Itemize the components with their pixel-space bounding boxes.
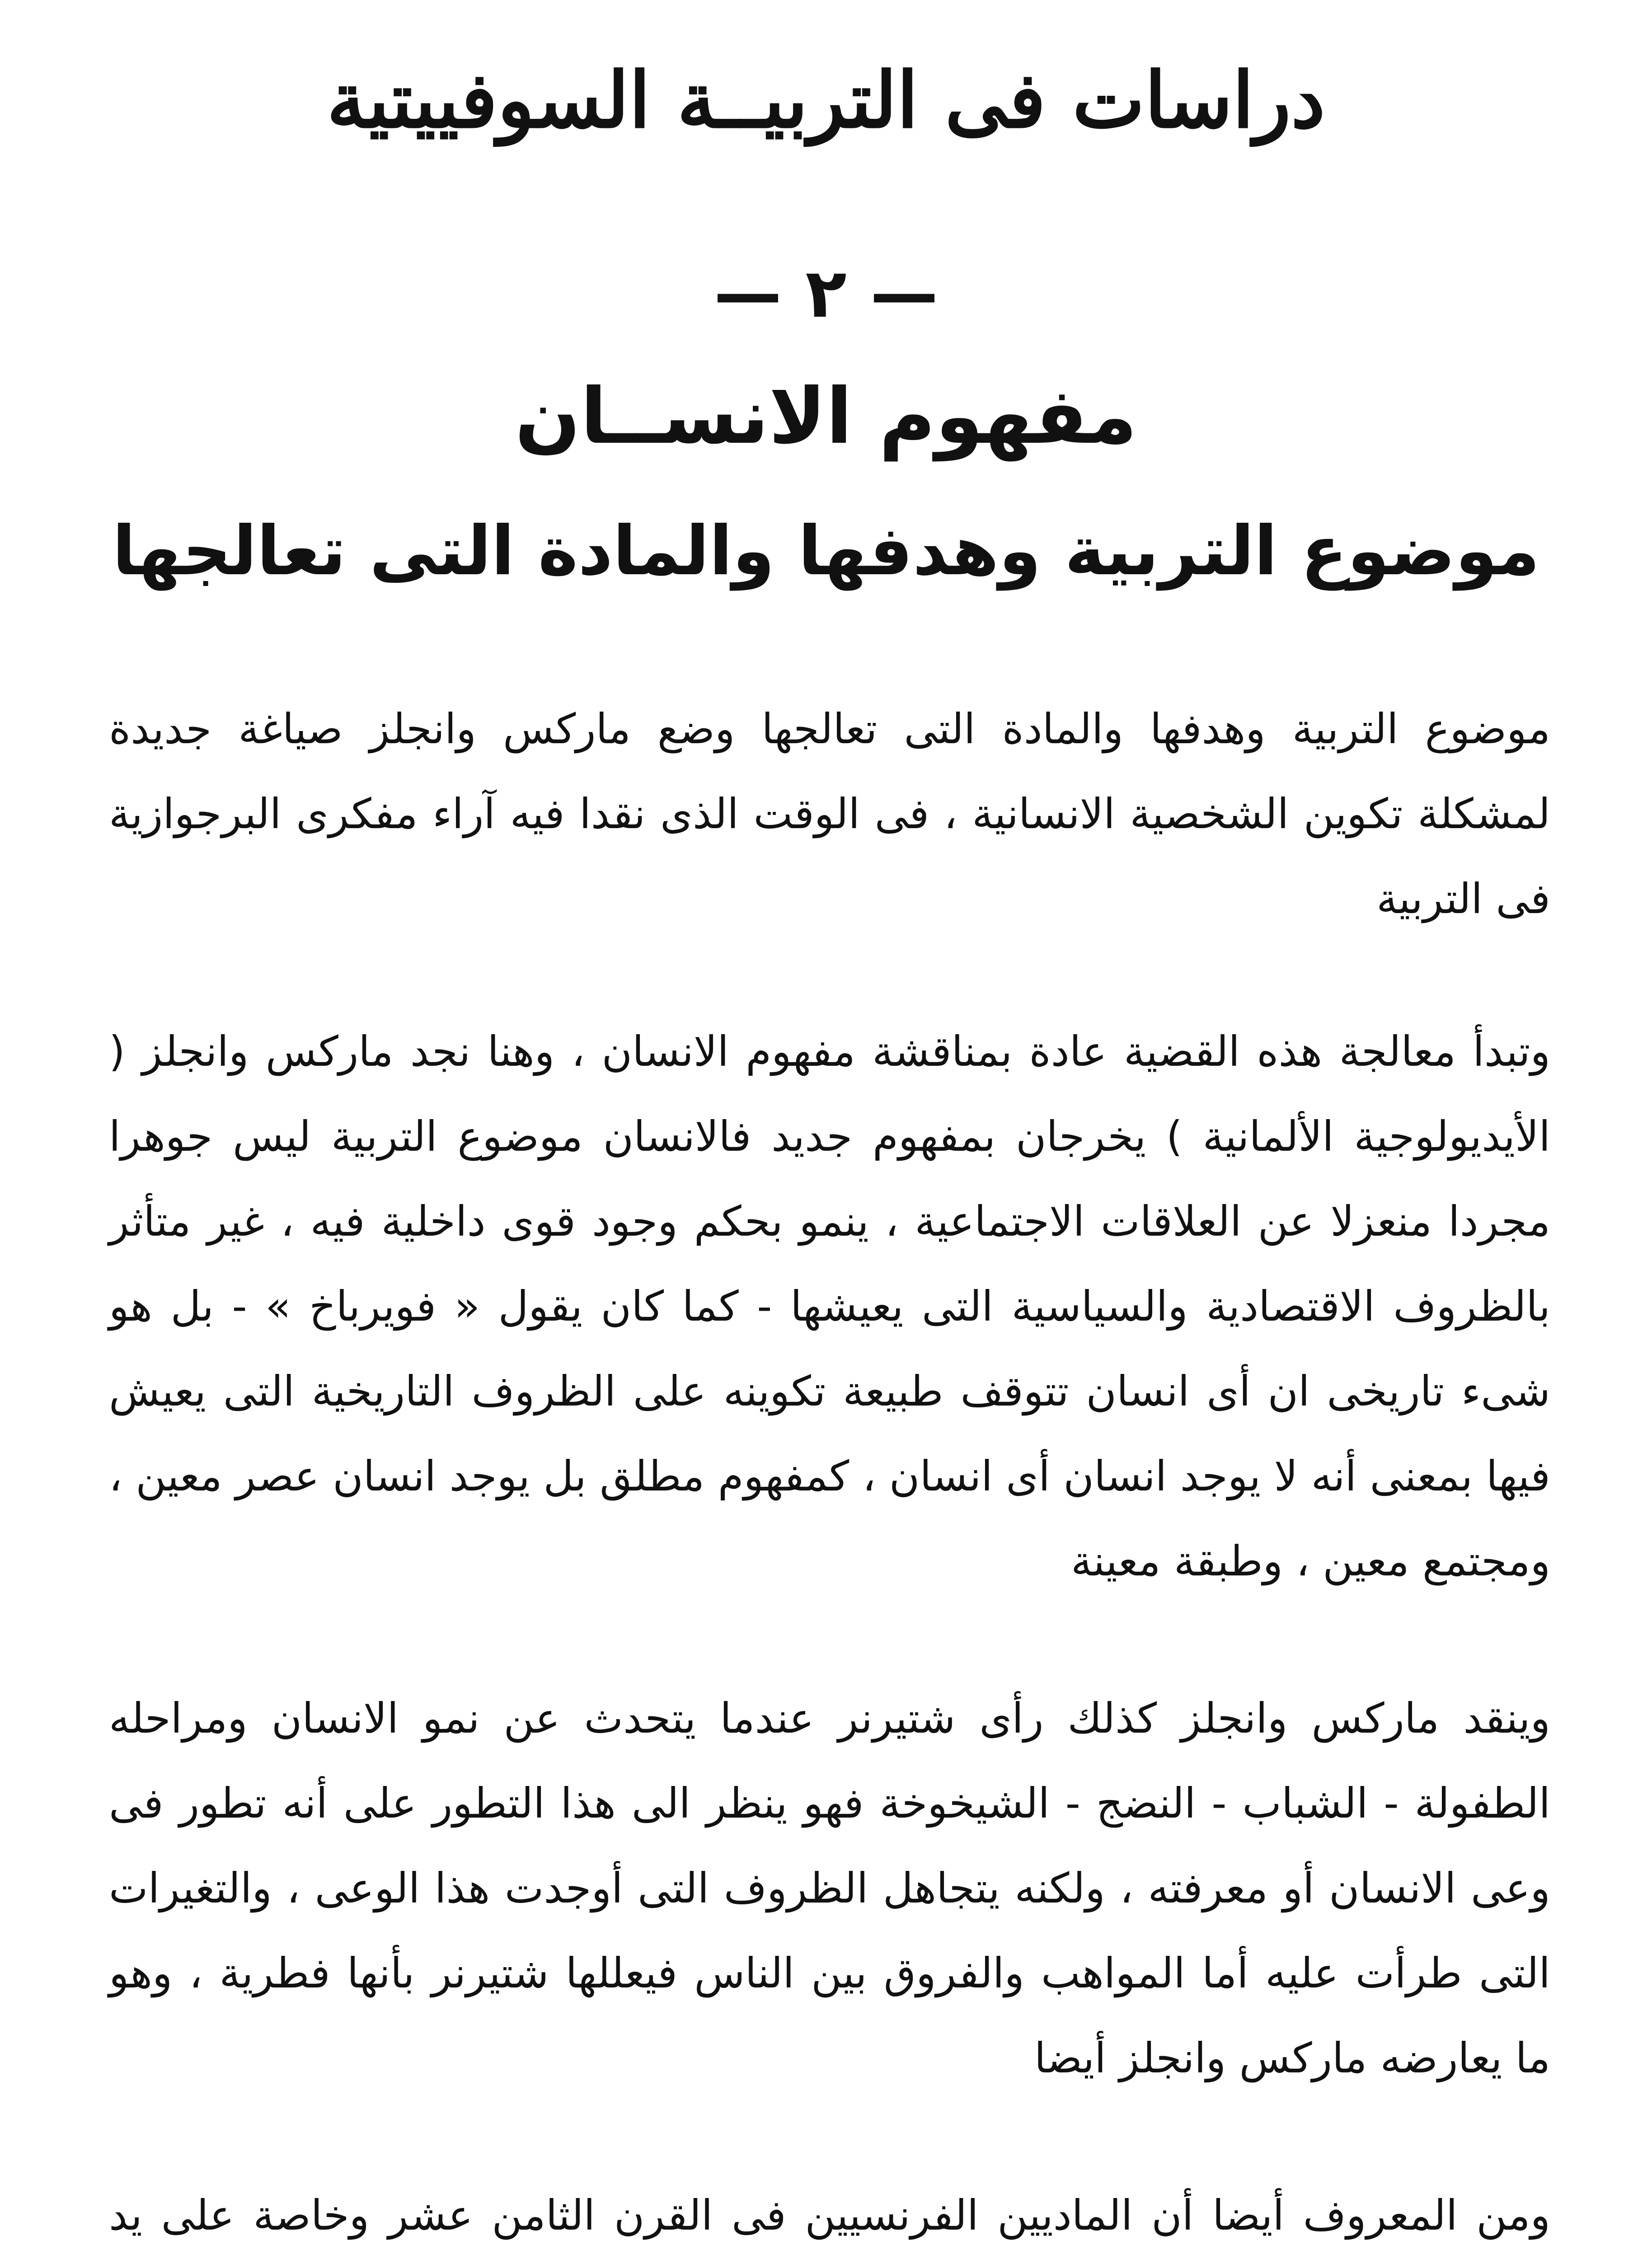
paragraph: ومن المعروف أيضا أن الماديين الفرنسيين فى القرن الثامن عشر وخاصة على يد — [109, 2191, 1550, 2240]
paragraph: موضوع التربية وهدفها والمادة التى تعالجها وضع ماركس وانجلز صياغة جديدة لمشكلة تكوين الشخصية الانسانية ، فى الوقت الذى نقدا فيه آراء مفكرى البرجوازية فى التربية — [109, 705, 1550, 923]
chapter-subtitle: موضوع التربية وهدفها والمادة التى تعالجها — [112, 512, 1540, 591]
paragraph: وتبدأ معالجة هذه القضية عادة بمناقشة مفهوم الانسان ، وهنا نجد ماركس وانجلز ( الأيديولوجية الألمانية ) يخرجان بمفهوم جديد فالانسان موضوع التربية ليس جوهرا مجردا منعزلا عن العلاقات الاجتماعية ، ينمو بحكم وجود قوى داخلية فيه ، غير متأثر بالظروف الاقتصادية والسياسية التى يعيشها - كما كان يقول « فويرباخ » - بل هو شىء تاريخى ان أى انسان تتوقف طبيعة تكوينه على الظروف التاريخية التى يعيش فيها بمعنى أنه لا يوجد انسان أى انسان ، كمفهوم مطلق بل يوجد انسان عصر معين ، ومجتمع معين ، وطبقة معينة — [109, 1027, 1550, 1585]
chapter-number: — ٢ — — [713, 254, 939, 333]
chapter-title: مفهوم الانســان — [515, 372, 1137, 461]
paragraph: وينقد ماركس وانجلز كذلك رأى شتيرنر عندما يتحدث عن نمو الانسان ومراحله الطفولة - الشباب - النضج - الشيخوخة فهو ينظر الى هذا التطور على أنه تطور فى وعى الانسان أو معرفته ، ولكنه يتجاهل الظروف التى أوجدت هذا الوعى ، والتغيرات التى طرأت عليه أما المواهب والفروق بين الناس فيعللها شتيرنر بأنها فطرية ، وهو ما يعارضه ماركس وانجلز أيضا — [109, 1694, 1550, 2082]
running-header-title: دراسات فى التربيــة السوفييتية — [327, 55, 1325, 145]
body-text — [109, 687, 1550, 2259]
